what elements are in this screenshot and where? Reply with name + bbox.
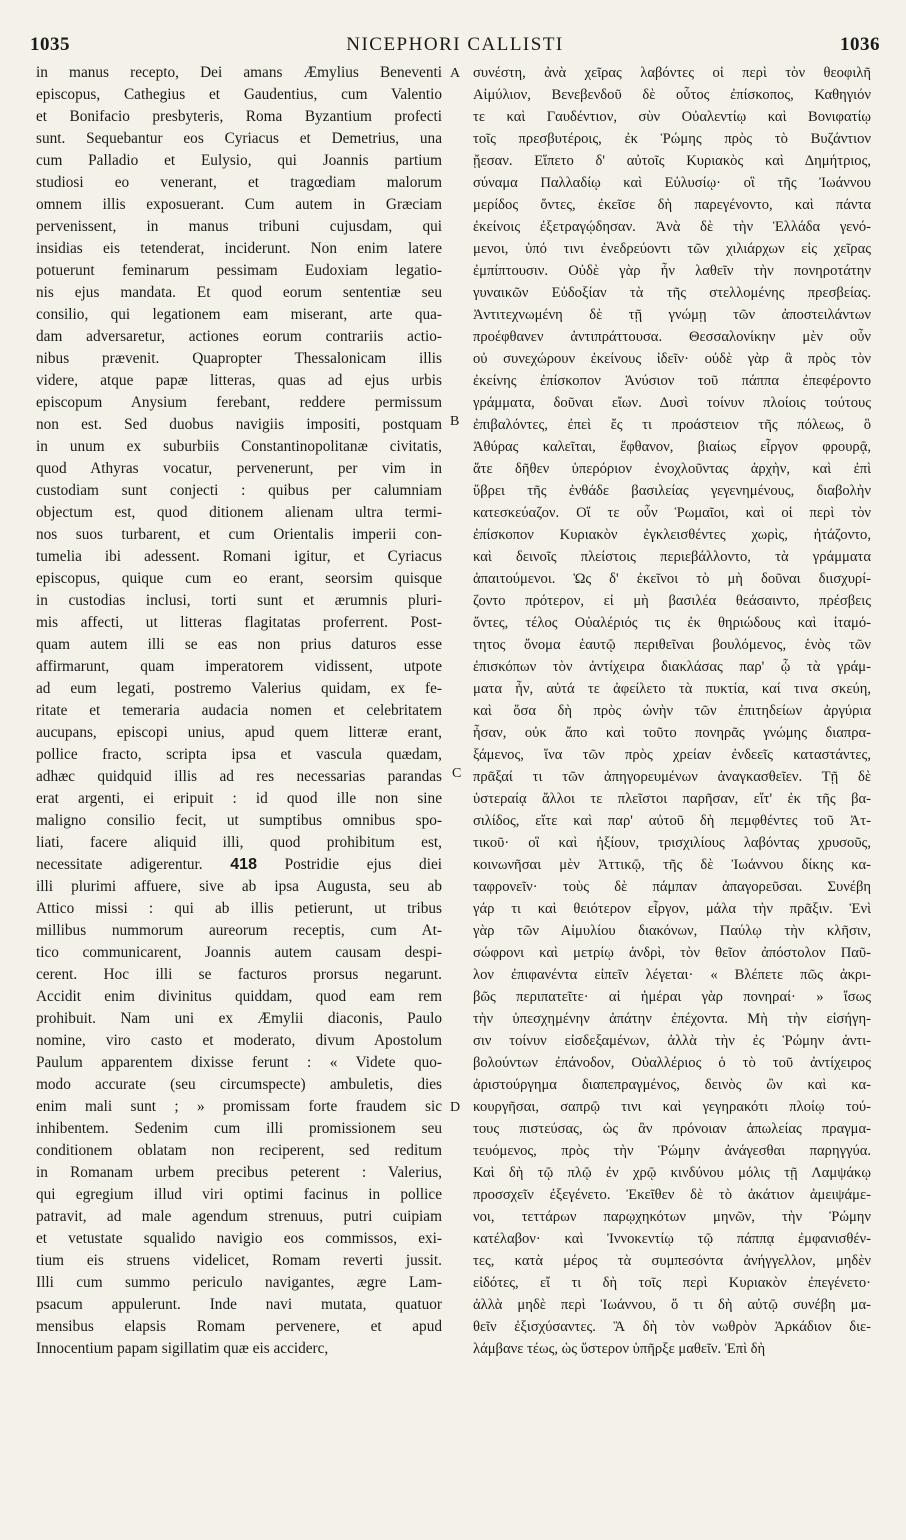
- latin-text-line: pollice fracto, scripta ipsa et vascula quædam,: [36, 746, 442, 763]
- latin-text-line: Innocentium papam sigillatim quæ eis acciderc,: [36, 1340, 329, 1357]
- greek-text-line: ἐπισκόπων τὸν ἀντίχειρα διακλάσας παρ' ᾧ τὰ γράμ-: [473, 659, 871, 675]
- greek-text-line: κουργῆσαι, σαπρῷ τινι καὶ γεγηρακότι πλοίῳ τού-: [473, 1099, 871, 1115]
- latin-text-line: liati, facere aliquid illi, quod prohibitum est,: [36, 834, 442, 851]
- page-header: [30, 30, 880, 60]
- greek-text-line: πρᾶξαί τι τῶν ἀπηγορευμένων ἀναγκασθεῖεν. Τῇ δὲ: [473, 769, 871, 785]
- latin-text-line: in manus recepto, Dei amans Æmylius Beneventi: [36, 64, 442, 81]
- latin-text-line: nis ejus mandata. Et quod eorum sententiæ seu: [36, 284, 442, 301]
- greek-text-line: νοι, τεττάρων παρῳχηκότων μηνῶν, τὴν Ῥώμην: [473, 1209, 871, 1225]
- greek-text-line: μενοι, ὑπό τινι ἐνεδρεύοντι τῶν χιλιάρχων εἰς χεῖρας: [473, 241, 871, 257]
- latin-text-line: in unum ex suburbiis Constantinopolitanæ civitatis,: [36, 438, 442, 455]
- running-title: NICEPHORI CALLISTI: [346, 34, 564, 55]
- greek-text-line: Ἀθύρας καλεῖται, ἔφθανον, βιαίως εἶργον φρουρᾷ,: [473, 439, 871, 455]
- latin-text-line: potuerunt feminarum pessimam Eudoxiam legatio-: [36, 262, 442, 279]
- latin-text-line: enim mali sunt ; » promissam forte fraudem sic: [36, 1098, 442, 1115]
- latin-text-line: episcopum Anysium ferebant, reddere permissum: [36, 394, 442, 411]
- greek-text-line: ἀριστούργημα διαπεπραγμένος, δεινὸς ὢν καὶ κα-: [473, 1077, 871, 1093]
- latin-text-line: psacum appulerunt. Inde navi mutata, quatuor: [36, 1296, 442, 1313]
- latin-text-line: nibus prævenit. Quapropter Thessalonicam illis: [36, 350, 442, 367]
- latin-text-line: in custodias inclusi, torti sunt et ærumnis pluri-: [36, 592, 442, 609]
- latin-text-line: ad eum legati, postremo Valerius quidam, ex fe-: [36, 680, 442, 697]
- latin-text-line: qui egregium illud viri optimi facinus in pollice: [36, 1186, 442, 1203]
- latin-text-line: sunt. Sequebantur eos Cyriacus et Demetrius, una: [36, 130, 442, 147]
- latin-text-line: dam adversaretur, actiones eorum contrariis actio-: [36, 328, 442, 345]
- greek-text-line: καὶ ὅσα δὴ πρὸς ὠνὴν τῶν ἐπιτηδείων ἀργύρια: [473, 703, 871, 719]
- latin-text-line: consilio, qui legationem eam miserant, arte qua-: [36, 306, 442, 323]
- greek-text-line: ταφρονεῖν· τοὺς δὲ πάμπαν ἀπαγορεῦσαι. Συνέβη: [473, 879, 871, 895]
- latin-text-line: episcopus, Cathegius et Gaudentius, cum Valentio: [36, 86, 442, 103]
- greek-text-line: ἦσαν, οὐκ ἄπο καὶ τοῦτο πονηρᾶς γνώμης διαπρα-: [473, 725, 871, 741]
- greek-text-line: τικοῦ· οἳ καὶ ἠξίουν, τρισχιλίους λαβόντας χρυσοῦς,: [473, 835, 871, 851]
- greek-text-line: ἐπίσκοπον Κυριακὸν ἐγκλεισθέντες χωρὶς, ἠτάζοντο,: [473, 527, 871, 543]
- greek-text-line: λάμβανε τέως, ὡς ὕστερον ὑπῆρξε μαθεῖν. Ἐπὶ δὴ: [473, 1341, 766, 1357]
- latin-text-line: pervenissent, in manus tribuni cujusdam, qui: [36, 218, 442, 235]
- greek-text-line: τε καὶ Γαυδέντιον, σὺν Οὐαλεντίῳ καὶ Βονιφατίῳ: [473, 109, 871, 125]
- latin-text-line: objectum est, quod ditionem alienam ultra termi-: [36, 504, 442, 521]
- latin-text-line: tumelia ibi adessent. Romani igitur, et Cyriacus: [36, 548, 442, 565]
- latin-text-line: adhæc quidquid illis ad res necessarias parandas: [36, 768, 442, 785]
- latin-text-line: Accidit enim divinitus quiddam, quod eam rem: [36, 988, 442, 1005]
- greek-text-line: κοινωνῆσαι μὲν Ἀττικῷ, τῆς δὲ Ἰωάννου δίκης κα-: [473, 857, 871, 873]
- latin-text-line: non est. Sed duobus navigiis impositi, postquam: [36, 416, 442, 433]
- latin-text-line: studiosi eo venerant, et tragœdiam malorum: [36, 174, 442, 191]
- greek-text-line: ὕβρει τῆς ἐνθάδε βασιλείας γεγενημένους, διαβολὴν: [473, 483, 871, 499]
- greek-text-line: ᾔεσαν. Εἵπετο δ' αὐτοῖς Κυριακὸς καὶ Δημήτριος,: [473, 153, 871, 169]
- greek-text-line: γάρ τι καὶ θειότερον εἶργον, μάλα τὴν πρᾶξιν. Ἑνὶ: [473, 901, 871, 917]
- greek-text-line: τες, κατὰ μέρος τὰ συμπεσόντα ἀνήγγελλον, μηδὲν: [473, 1253, 871, 1269]
- greek-text-line: βολούντων ἐπάνοδον, Οὐαλλέριος ὁ τὸ τοῦ ἀντίχειρος: [473, 1055, 871, 1071]
- latin-text-line: tico communicarent, Joannis autem causam despi-: [36, 944, 442, 961]
- greek-text-line: γυναικῶν Εὐδοξίαν τὰ τῆς στελλομένης πρεσβείας.: [473, 285, 871, 301]
- latin-text-line: insidias eis tetenderat, inciderunt. Non enim latere: [36, 240, 442, 257]
- latin-text-line: in Romanam urbem precibus peterent : Valerius,: [36, 1164, 442, 1181]
- greek-text-line: σιλίδος, εἴτε καὶ παρ' αὐτοῦ δὴ πεμφθέντες τοῦ Ἀτ-: [473, 813, 871, 829]
- greek-text-line: γράμματα, δοῦναι εἴων. Δυσὶ τοίνυν πλοίοις τούτους: [473, 395, 871, 411]
- latin-text-line: modo accurate (seu circumspecte) ambuletis, dies: [36, 1076, 442, 1093]
- latin-text-line: cerent. Hoc illi se facturos prorsus negarunt.: [36, 966, 442, 983]
- greek-text-line: ἐκείνοις ἐξετραγῴδησαν. Ἀνὰ δὲ τὴν Ἑλλάδα γενό-: [473, 219, 871, 235]
- greek-text-line: ξάμενος, ἵνα τῶν πρὸς χρείαν ἐνδεεῖς καταστάντες,: [473, 747, 871, 763]
- latin-text-line: quod Athyras vocatur, pervenerunt, per vim in: [36, 460, 442, 477]
- latin-text-line: patravit, ad male agendum strenuus, putri cuipiam: [36, 1208, 442, 1225]
- latin-text-line: omnem illis exposuerant. Cum autem in Græciam: [36, 196, 442, 213]
- greek-text-line: τητος ὄνομα ἑαυτῷ περιθεῖναι βουλόμενος, ἑνὸς τῶν: [473, 637, 871, 653]
- latin-text-line: Attico missi : qui ab illis petierunt, ut tribus: [36, 900, 442, 917]
- page-number-left: 1035: [30, 34, 70, 55]
- greek-text-line: ἀπαιτούμενοι. Ὡς δ' ἐκεῖνοι τὸ μὴ δοῦναι διισχυρί-: [473, 571, 871, 587]
- latin-text-line: maligno consilio fecit, ut sumptibus omnibus spo-: [36, 812, 442, 829]
- latin-text-line: videre, atque papæ litteras, quas ad ejus urbis: [36, 372, 442, 389]
- greek-text-line: θεῖν ἐξισχύσαντες. Ἃ δὴ τὸν νωθρὸν Ἀρκάδιον διε-: [473, 1319, 871, 1335]
- greek-text-line: Καὶ δὴ τῷ πλῷ ἐν χρῷ κινδύνου μόλις τῇ Λαμψάκῳ: [473, 1165, 871, 1181]
- section-marker-d: D: [450, 1100, 461, 1115]
- greek-text-line: ἐκείνης ἐπίσκοπον Ἀνύσιον τοῦ πάππα ἐπεφέροντο: [473, 373, 871, 389]
- greek-text-line: τὴν ὑπεσχημένην ἀπάτην ἐπέχοντα. Μὴ τὴν εἰσήγη-: [473, 1011, 871, 1027]
- greek-text-line: ἀλλὰ μηδὲ περὶ Ἰωάννου, ὅ τι δὴ αὐτῷ συνέβη μα-: [473, 1297, 871, 1313]
- latin-text-line: aucupans, episcopi unius, apud quem litteræ erant,: [36, 724, 442, 741]
- greek-text-line: συνέστη, ἀνὰ χεῖρας λαβόντες οἱ περὶ τὸν θεοφιλῆ: [473, 65, 871, 81]
- greek-text-line: ματα ἦν, αὐτά τε ἀφείλετο τὰ πυκτία, καί τινα σκεύη,: [473, 681, 871, 697]
- greek-text-line: καὶ δεινοῖς πλείστοις περιεβάλλοντο, τὰ γράμματα: [473, 549, 871, 565]
- greek-text-line: γὰρ τῶν Αἰμυλίου διακόνων, Παύλῳ τὴν κλῆσιν,: [473, 923, 871, 939]
- greek-text-line: οὐ συνεχώρουν ἐκείνους ἰδεῖν· οὐδὲ γὰρ ἃ πρὸς τὸν: [473, 351, 871, 367]
- greek-text-line: τοῖς πρεσβυτέροις, ἐκ Ῥώμης πρὸς τὸ Βυζάντιον: [473, 131, 871, 147]
- latin-text-line: conditionem oblatam non reciperent, sed reditum: [36, 1142, 442, 1159]
- greek-text-line: ζοντο πρότερον, εἰ μὴ βασιλέα θεάσαιντο, πρέσβεις: [473, 593, 871, 609]
- latin-text-line: illi plurimi affuere, sive ab ipsa Augusta, seu ab: [36, 878, 442, 895]
- greek-text-line: μερίδος ὄντες, ἐκεῖσε δὴ παρεγένοντο, καὶ πάντα: [473, 197, 871, 213]
- section-marker-a: A: [450, 66, 461, 81]
- latin-text-line: prohibuit. Nam uni ex Æmylii diaconis, Paulo: [36, 1010, 442, 1027]
- greek-text-line: τους πιστεύσας, ὡς ἂν πρόνοιαν ἀπωλείας πραγμα-: [473, 1121, 871, 1137]
- latin-text-line: affirmarunt, quam imperatorem vidissent, utpote: [36, 658, 442, 675]
- greek-text-line: σιν τοίνυν εἰσδεξαμένων, ἀλλὰ τὴν ἐς Ῥώμην ἀντι-: [473, 1033, 871, 1049]
- latin-text-line: mis affecti, ut litteras flagitatas proferrent. Post-: [36, 614, 442, 631]
- latin-text-line: nos suos turbarent, et cum Orientalis imperii con-: [36, 526, 442, 543]
- latin-text-fragment: Postridie ejus diei: [256, 856, 442, 873]
- latin-text-line: erat argenti, ei eripuit : id quod ille non sine: [36, 790, 442, 807]
- latin-text-line: Illi cum summo periculo navigantes, ægre Lam-: [36, 1274, 442, 1291]
- greek-text-line: σώφρονι καὶ μετρίῳ ἀνδρὶ, τὸν θεῖον ἀπόστολον Παῦ-: [473, 945, 871, 961]
- greek-text-line: τευόμενος, πρὸς τὴν Ῥώμην ἀνάγεσθαι παρηγγύα.: [473, 1143, 871, 1159]
- latin-text-line: et Bonifacio presbyteris, Roma Byzantium profecti: [36, 108, 442, 125]
- greek-text-line: ὑστεραίᾳ ἄλλοι τε πλεῖστοι παρῆσαν, εἴτ' ἐκ τῆς βα-: [473, 791, 871, 807]
- greek-text-line: εἰδότες, εἴ τι δὴ τοῖς περὶ Κυριακὸν ἐπεγένετο·: [473, 1275, 871, 1291]
- greek-column: [473, 62, 871, 1360]
- chapter-number: 418: [230, 856, 257, 873]
- greek-text-line: ἅτε δῆθεν ὑπερόριον ἐνοχλοῦντας ἀρχὴν, καὶ ἐπὶ: [473, 461, 871, 477]
- latin-text-line: quam autem illi se eas non prius daturos esse: [36, 636, 442, 653]
- latin-text-line: episcopus, quique cum eo erant, seorsim quisque: [36, 570, 442, 587]
- latin-text-line: mensibus elapsis Romam pervenere, et apud: [36, 1318, 442, 1335]
- latin-column: [36, 62, 442, 1360]
- latin-text-line: necessitate adigerentur. 418 Postridie ejus diei: [36, 856, 442, 873]
- latin-text-line: nomine, viro casto et moderato, divum Apostolum: [36, 1032, 442, 1049]
- greek-text-line: σύναμα Παλλαδίῳ καὶ Εὐλυσίῳ· οἳ τῆς Ἰωάννου: [473, 175, 871, 191]
- greek-text-line: κατεσκεύαζον. Οἵ τε οὖν Ῥωμαῖοι, καὶ οἱ περὶ τὸν: [473, 505, 871, 521]
- latin-text-line: cum Palladio et Eulysio, qui Joannis partium: [36, 152, 442, 169]
- section-marker-b: B: [450, 414, 460, 429]
- greek-text-line: ἐπιβαλόντες, ἐπεὶ ἔς τι προάστειον τῆς πόλεως, ὃ: [473, 417, 871, 433]
- section-marker-c: C: [452, 766, 462, 781]
- page-number-right: 1036: [840, 34, 880, 55]
- greek-text-line: Αἰμύλιον, Βενεβενδοῦ δὲ οὗτος ἐπίσκοπος, Καθηγιόν: [473, 87, 871, 103]
- latin-text-line: ritate et temeraria audacia nomen et celebritatem: [36, 702, 442, 719]
- latin-text-line: Paulum apparentem dixisse ferunt : « Videte quo-: [36, 1054, 442, 1071]
- greek-text-line: προέφθανεν ἀντιπράττουσα. Θεσσαλονίκην μὲν οὖν: [473, 329, 871, 345]
- latin-text-line: millibus nummorum aureorum receptis, cum At-: [36, 922, 442, 939]
- greek-text-line: ἐμπίπτουσιν. Οὐδὲ γὰρ ἦν λαθεῖν τὴν πονηροτάτην: [473, 263, 871, 279]
- greek-text-line: ὄντες, τέλος Οὐαλέριός τις ἐκ θηριώδους καὶ ἰταμό-: [473, 615, 871, 631]
- greek-text-line: προσσχεῖν ἐξεγένετο. Ἐκεῖθεν δὲ τὸ ἀκάτιον ἀμειψάμε-: [473, 1187, 871, 1203]
- greek-text-line: Ἀντιτεχνωμένη δὲ τῇ γνώμῃ τῶν ἀποστειλάντων: [473, 307, 871, 323]
- latin-text-line: custodiam sunt conjecti : quibus per calumniam: [36, 482, 442, 499]
- latin-text-line: et vetustate squalido navigio eos commissos, exi-: [36, 1230, 442, 1247]
- greek-text-line: λον ἐπιφανέντα εἰπεῖν λέγεται· « Βλέπετε πῶς ἀκρι-: [473, 967, 871, 983]
- greek-text-line: βῶς περιπατεῖτε· αἱ ἡμέραι γὰρ πονηραί· » ἴσως: [473, 989, 871, 1005]
- latin-text-line: tium eis struens videlicet, Romam reverti jussit.: [36, 1252, 442, 1269]
- latin-text-line: inhibentem. Sedenim cum illi promissionem seu: [36, 1120, 442, 1137]
- greek-text-line: κατέλαβον· καὶ Ἰννοκεντίῳ τῷ πάππᾳ ἐμφανισθέν-: [473, 1231, 871, 1247]
